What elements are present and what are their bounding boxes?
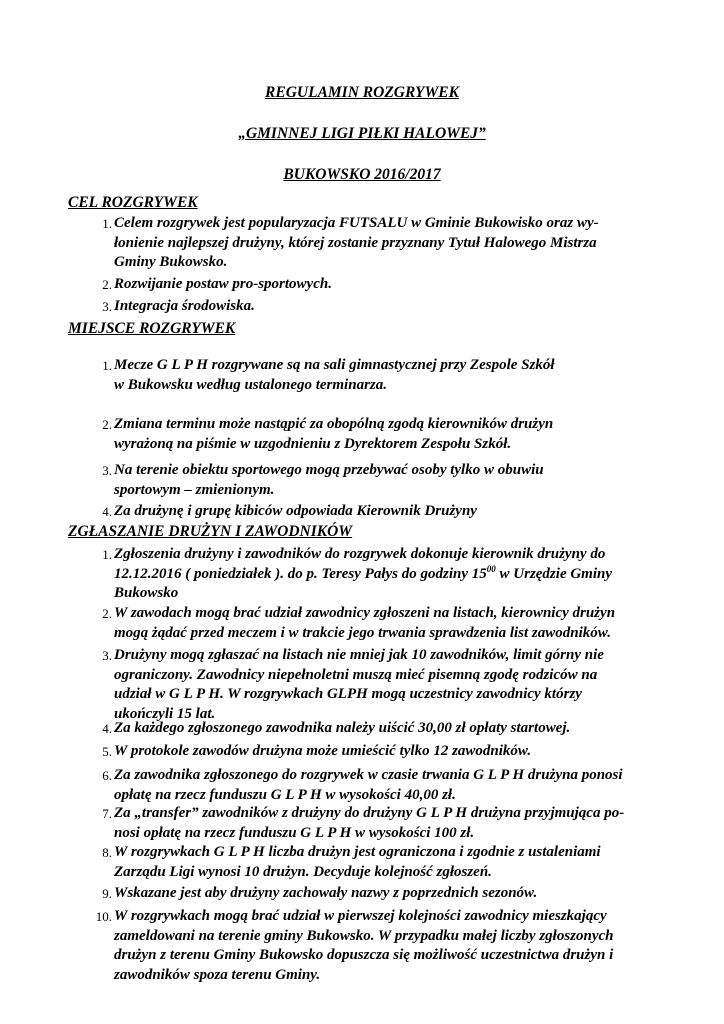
section-heading-miejsce: MIEJSCE ROZGRYWEK [68, 320, 236, 337]
list-item [86, 843, 662, 882]
list-item [86, 646, 662, 724]
list-item-text-part: Zgłoszenia drużyny i zawodników do rozgrywek dokonuje kierownik drużyny do 12.12.2016 ( poniedziałek ). do p. Teresy Pałys do godziny 15 [114, 546, 606, 582]
list-item-text: Zmiana terminu może nastąpić za obopólną zgodą kierowników drużyn wyrażoną na piśmie w uzgodnieniu z Dyrektorem Zespołu Szkół. [114, 416, 554, 452]
list-item-text: Za drużynę i grupę kibiców odpowiada Kierownik Drużyny [114, 503, 477, 519]
document-title: REGULAMIN ROZGRYWEK [265, 84, 459, 101]
list-item-text: Za „transfer” zawodników z drużyny do drużyny G L P H drużyna przyjmująca po- nosi opłatę na rzecz funduszu G L P H w wysokości 100 zł. [114, 805, 625, 841]
list-item [86, 604, 662, 643]
list-item [86, 461, 662, 500]
list-item-text: Wskazane jest aby drużyny zachowały nazwy z poprzednich sezonów. [114, 885, 538, 901]
list-item-number: 2. [102, 606, 112, 621]
list-item-text [114, 545, 662, 604]
list-item-number: 1. [102, 216, 112, 231]
list-item-text: W zawodach mogą brać udział zawodnicy zgłoszeni na listach, kierownicy drużyn mogą żądać przed meczem i w trakcie jego trwania sprawdzenia list zawodników. [114, 605, 616, 641]
list-item-number: 10. [95, 909, 112, 924]
list-item [86, 804, 662, 843]
list-item-number: 8. [102, 845, 112, 860]
list-item [86, 766, 662, 805]
list-item-text-part: w Urzędzie Gminy Bukowsko [114, 565, 613, 602]
list-item-number: 6. [102, 768, 112, 783]
list-item-number: 2. [102, 417, 112, 432]
list-item-text: W rozgrywkach mogą brać udział w pierwszej kolejności zawodnicy mieszkający zameldowani na terenie gminy Bukowsko. W przypadku małej liczby zgłoszonych drużyn z terenu Gminy Bukowsko dopuszcza się możliwość uczestnictwa drużyn i zawodników spoza terenu Gminy. [114, 908, 614, 983]
list-item [86, 214, 662, 273]
list-item-number: 4. [102, 504, 112, 519]
list-item-number: 3. [102, 463, 112, 478]
list-item-text: Na terenie obiektu sportowego mogą przebywać osoby tylko w obuwiu sportowym – zmienionym. [114, 462, 544, 498]
document-place-season: BUKOWSKO 2016/2017 [283, 166, 441, 183]
list-item-number: 1. [102, 358, 112, 373]
list-item-number: 7. [102, 806, 112, 821]
list-item-number: 9. [102, 886, 112, 901]
list-item-number: 1. [102, 547, 112, 562]
list-item [86, 742, 662, 762]
list-item [86, 356, 662, 395]
list-item-text: Mecze G L P H rozgrywane są na sali gimnastycznej przy Zespole Szkół w Bukowsku według ustalonego terminarza. [114, 357, 555, 393]
document-subtitle: „GMINNEJ LIGI PIŁKI HALOWEJ” [238, 125, 486, 142]
list-item [86, 275, 662, 295]
list-item-number: 2. [102, 277, 112, 292]
list-item-number: 4. [102, 721, 112, 736]
section-heading-zglaszanie: ZGŁASZANIE DRUŻYN I ZAWODNIKÓW [68, 523, 353, 540]
list-item-text: W protokole zawodów drużyna może umieścić tylko 12 zawodników. [114, 743, 532, 759]
section-heading-cel: CEL ROZGRYWEK [68, 194, 198, 211]
list-item-number: 3. [102, 648, 112, 663]
list-item [86, 884, 662, 904]
list-item-text: Drużyny mogą zgłaszać na listach nie mniej jak 10 zawodników, limit górny nie ograniczony. Zawodnicy niepełnoletni muszą mieć pisemną zgodę rodziców na udział w G L P H. W rozgrywkach GLPH mogą uczestnicy zawodnicy którzy ukończyli 15 lat. [114, 647, 604, 722]
list-item-text: Za zawodnika zgłoszonego do rozgrywek w czasie trwania G L P H drużyna ponosi opłatę na rzecz funduszu G L P H w wysokości 40,00 zł. [114, 767, 623, 803]
list-item [86, 415, 662, 454]
time-superscript: 00 [486, 563, 496, 574]
list-item-number: 3. [102, 299, 112, 314]
list-item-number: 5. [102, 744, 112, 759]
list-item-text: Celem rozgrywek jest popularyzacja FUTSALU w Gminie Bukowisko oraz wy- łonienie najlepszej drużyny, której zostanie przyznany Tytuł Halowego Mistrza Gminy Bukowsko. [114, 215, 599, 271]
list-item [86, 719, 662, 739]
list-item [86, 545, 662, 604]
list-item-text: W rozgrywkach G L P H liczba drużyn jest ograniczona i zgodnie z ustaleniami Zarządu Ligi wynosi 10 drużyn. Decyduje kolejność zgłoszeń. [114, 844, 601, 880]
list-item-text: Za każdego zgłoszonego zawodnika należy uiścić 30,00 zł opłaty startowej. [114, 720, 571, 736]
list-item [86, 907, 662, 985]
list-item-text: Rozwijanie postaw pro-sportowych. [114, 276, 332, 292]
list-item [86, 502, 662, 522]
list-item [86, 297, 662, 317]
list-item-text: Integracja środowiska. [114, 298, 255, 314]
